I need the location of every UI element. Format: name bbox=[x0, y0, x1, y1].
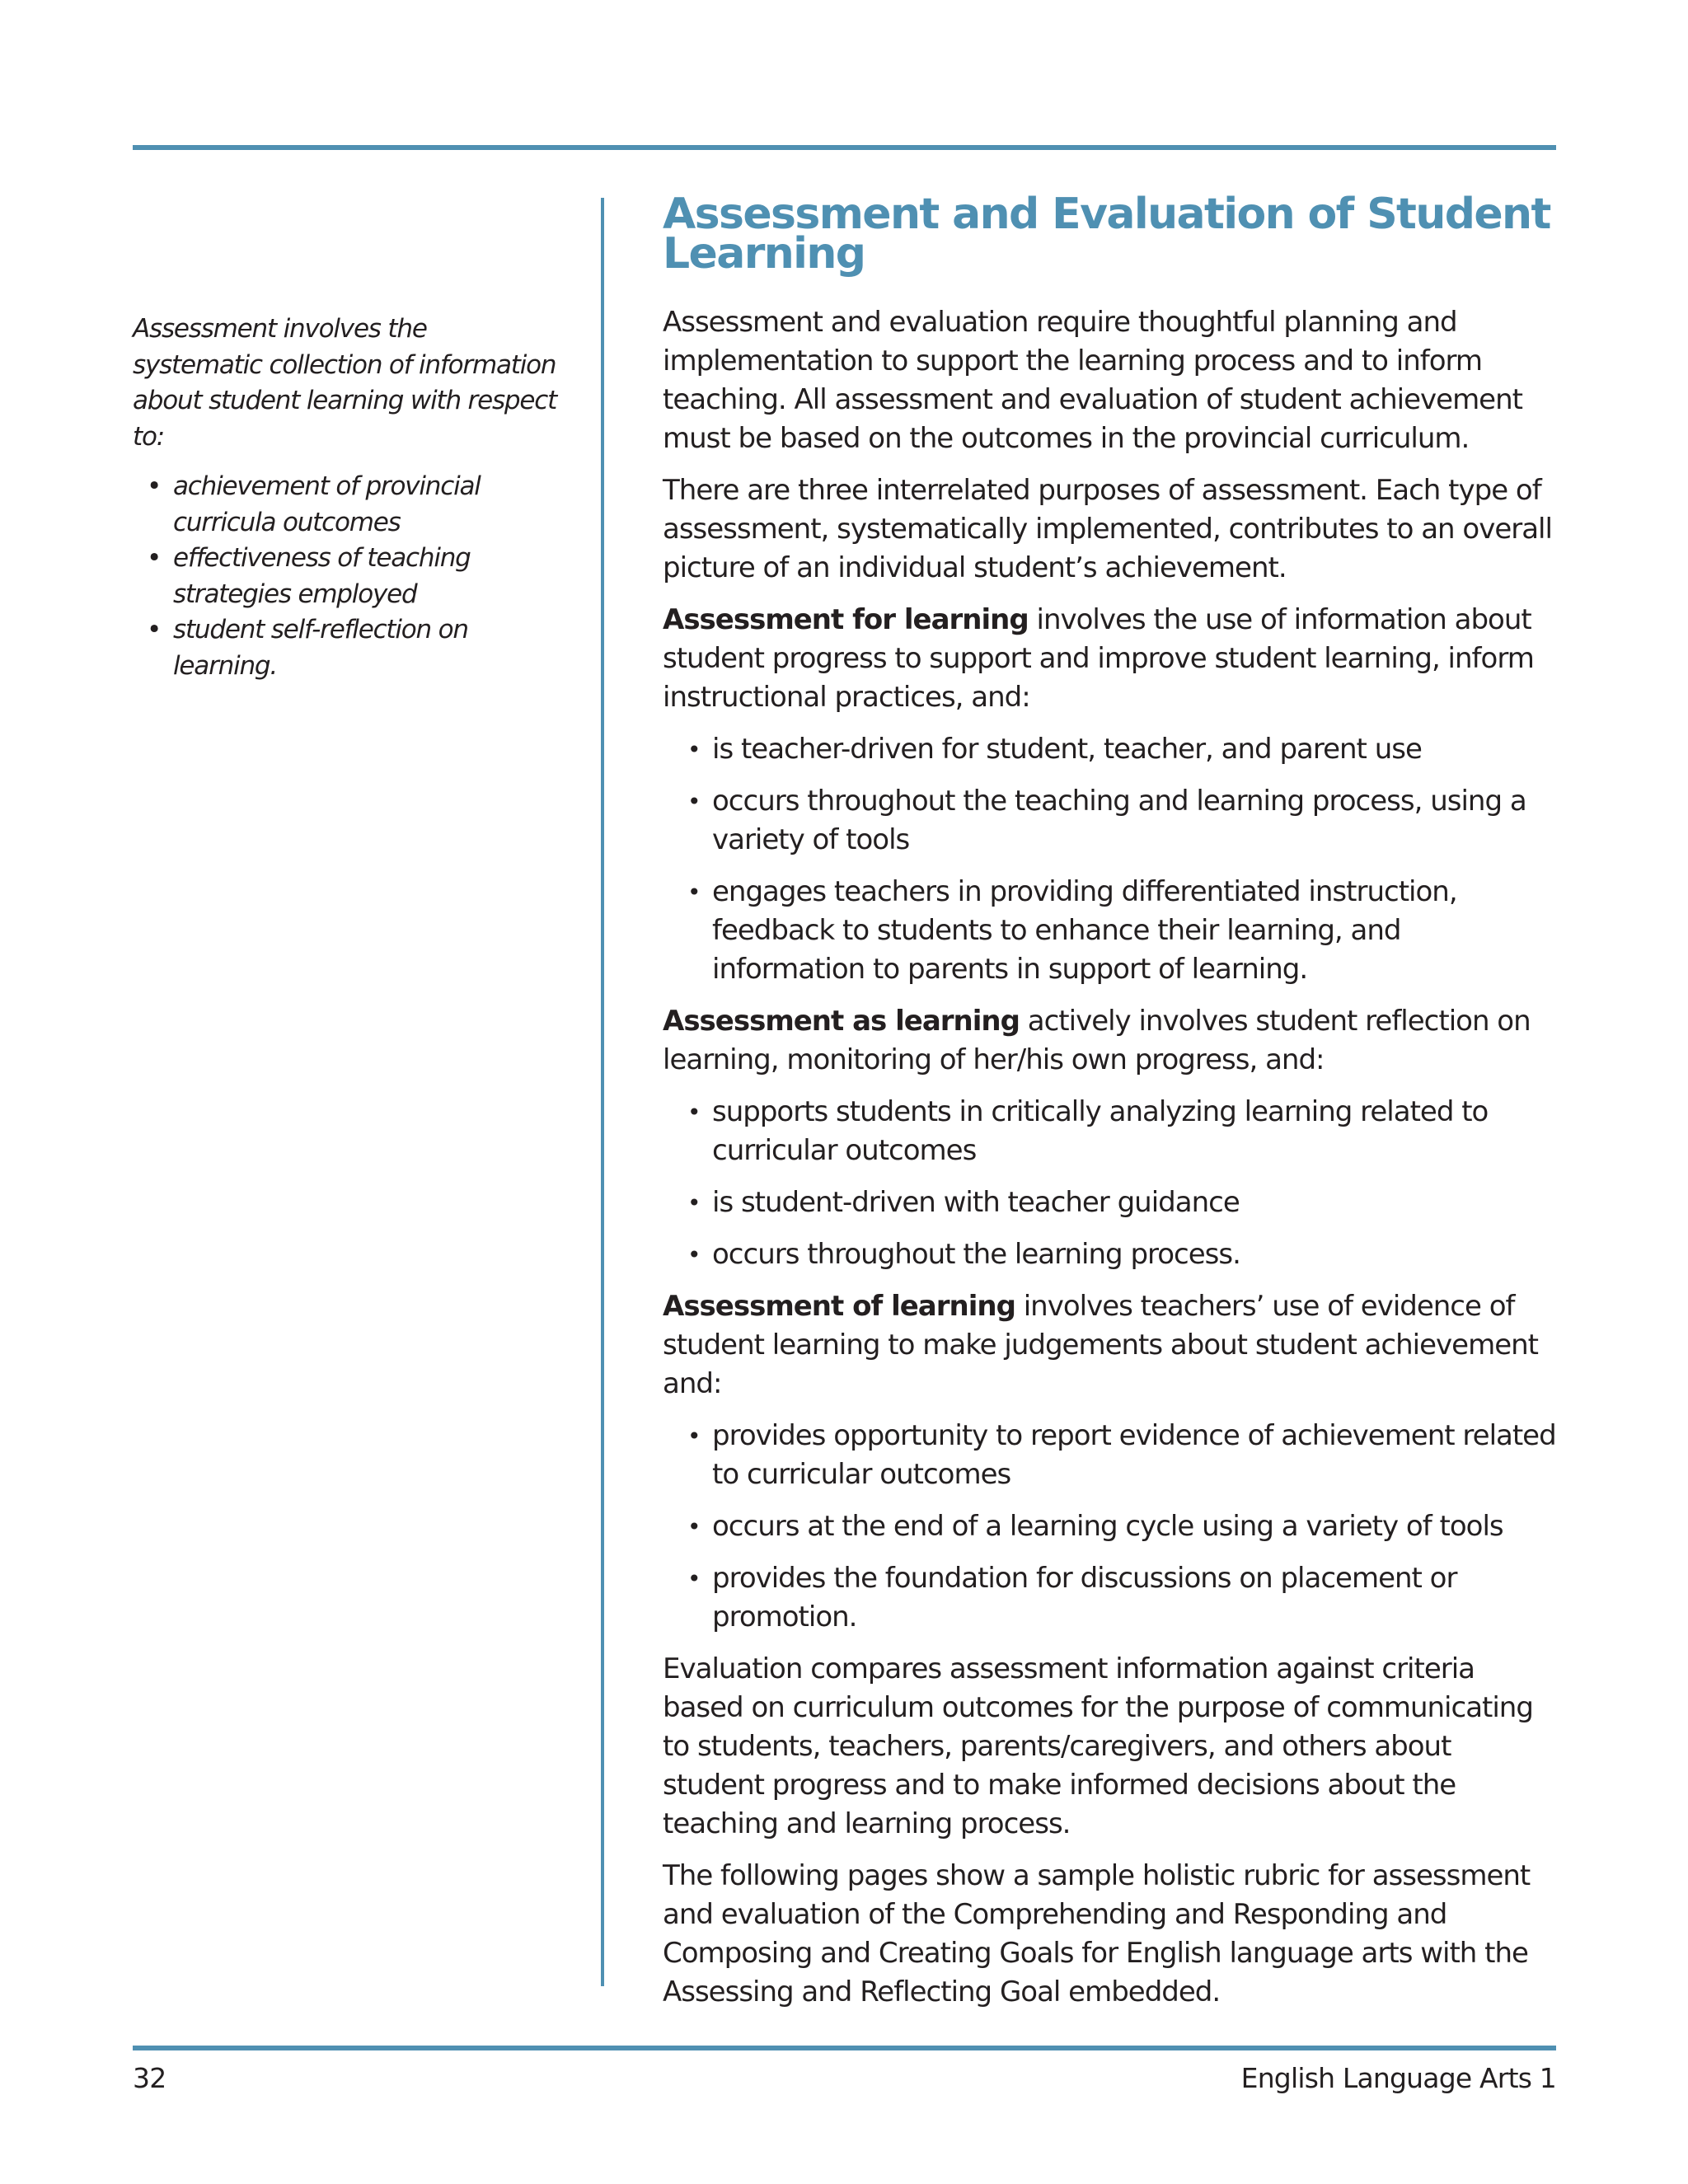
list-assessment-of-learning bbox=[663, 1417, 1557, 1637]
footer-document-title: English Language Arts 1 bbox=[1240, 2062, 1556, 2094]
definition-text: involves the use of information about student progress to support and improve student learning, inform instructional practices, and: bbox=[663, 603, 1534, 714]
sidebar-list-item: • student self-reflection on learning. bbox=[173, 612, 561, 684]
list-item: • is student-driven with teacher guidance bbox=[712, 1183, 1557, 1222]
page-number: 32 bbox=[133, 2062, 166, 2094]
paragraph-assessment-of-learning bbox=[663, 1287, 1557, 1404]
page-title bbox=[663, 190, 1557, 279]
list-assessment-as-learning bbox=[663, 1093, 1557, 1274]
term-assessment-for-learning: Assessment for learning bbox=[663, 603, 1029, 636]
list-item: • provides the foundation for discussions on placement or promotion. bbox=[712, 1559, 1557, 1637]
list-item: • is teacher-driven for student, teacher, and parent use bbox=[712, 730, 1557, 769]
paragraph-purposes: There are three interrelated purposes of assessment. Each type of assessment, systematically implemented, contributes to an overall picture of an individual student’s achievement. bbox=[663, 474, 1552, 584]
page-title-line: Learning bbox=[663, 229, 865, 279]
paragraph-intro: Assessment and evaluation require thoughtful planning and implementation to support the learning process and to inform teaching. All assessment and evaluation of student achievement must be based on the outcomes in the provincial curriculum. bbox=[663, 306, 1522, 455]
term-assessment-of-learning: Assessment of learning bbox=[663, 1290, 1015, 1323]
body-text bbox=[663, 303, 1557, 2012]
definition-text: involves teachers’ use of evidence of student learning to make judgements about student achievement and: bbox=[663, 1290, 1538, 1400]
list-item: • occurs at the end of a learning cycle using a variety of tools bbox=[712, 1507, 1557, 1546]
paragraph-evaluation: Evaluation compares assessment information against criteria based on curriculum outcomes for the purpose of communicating to students, teachers, parents/caregivers, and others about student progress and to make informed decisions about the teaching and learning process. bbox=[663, 1652, 1533, 1840]
paragraph-assessment-for-learning bbox=[663, 601, 1557, 717]
list-item: • occurs throughout the teaching and learning process, using a variety of tools bbox=[712, 782, 1557, 860]
page-title-line: Assessment and Evaluation of Student bbox=[663, 190, 1550, 239]
header-rule bbox=[133, 145, 1556, 150]
sidebar-note bbox=[133, 312, 561, 684]
paragraph-following-pages: The following pages show a sample holistic rubric for assessment and evaluation of the Comprehending and Responding and Composing and Creating Goals for English language arts with the Assessing and Reflecting Goal embedded. bbox=[663, 1859, 1531, 2008]
column-divider bbox=[601, 198, 604, 1986]
term-assessment-as-learning: Assessment as learning bbox=[663, 1005, 1020, 1038]
sidebar-list-item: • achievement of provincial curricula outcomes bbox=[173, 469, 561, 541]
paragraph-assessment-as-learning bbox=[663, 1002, 1557, 1080]
footer-rule bbox=[133, 2046, 1556, 2050]
list-item: • provides opportunity to report evidence of achievement related to curricular outcomes bbox=[712, 1417, 1557, 1494]
list-item: • supports students in critically analyzing learning related to curricular outcomes bbox=[712, 1093, 1557, 1170]
list-item: • engages teachers in providing differentiated instruction, feedback to students to enhance their learning, and information to parents in support of learning. bbox=[712, 873, 1557, 989]
sidebar-list bbox=[133, 469, 561, 684]
list-assessment-for-learning bbox=[663, 730, 1557, 989]
sidebar-list-item: • effectiveness of teaching strategies employed bbox=[173, 541, 561, 612]
list-item: • occurs throughout the learning process. bbox=[712, 1235, 1557, 1274]
definition-text: actively involves student reflection on learning, monitoring of her/his own progress, and: bbox=[663, 1005, 1531, 1076]
sidebar-intro: Assessment involves the systematic collection of information about student learning with respect to: bbox=[133, 314, 557, 452]
main-content bbox=[663, 190, 1557, 2025]
